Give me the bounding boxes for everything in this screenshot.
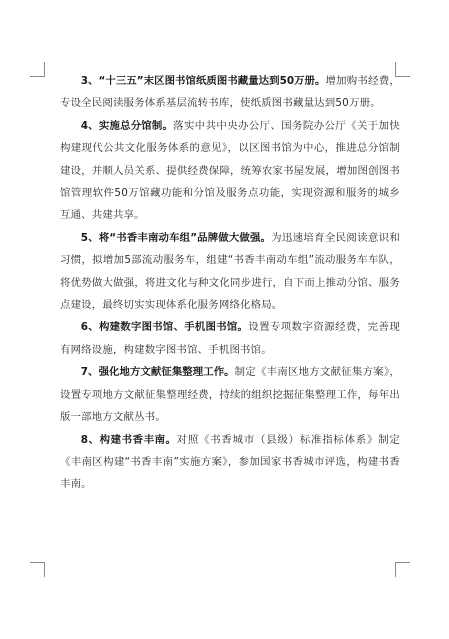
paragraph-4: [60, 115, 400, 227]
paragraph-heading: 6、构建数字图书馆、手机图书馆。: [80, 321, 249, 334]
page-corner-mark-bottom-right: [395, 562, 410, 577]
paragraph-heading: 8、构建书香丰南。: [80, 433, 177, 446]
paragraph-7: [60, 361, 400, 428]
paragraph-text: 对照《书香城市（县级）标准指标体系》制定《丰南区构建“书香丰南”实施方案》，参加国家书香城市评选，构建书香丰南。: [60, 433, 401, 491]
page-corner-mark-top-left: [30, 62, 45, 77]
paragraph-heading: 5、将“书香丰南动车组”品牌做大做强。: [80, 231, 272, 244]
page-corner-mark-bottom-left: [30, 562, 45, 577]
paragraph-heading: 7、强化地方文献征集整理工作。: [80, 366, 235, 379]
paragraph-heading: 3、“十三五”末区图书馆纸质图书藏量达到50万册。: [80, 75, 326, 87]
paragraph-text: 落实中共中央办公厅、国务院办公厅《关于加快构建现代公共文化服务体系的意见》，以区图书馆为中心，推进总分馆制建设，并顺人员关系、提供经费保障，统筹农家书屋发展，增加图创图书馆管理软件50万馆藏功能和分馆及服务点功能，实现资源和服务的城乡互通、共建共享。: [60, 119, 400, 222]
paragraph-text: 为迅速培育全民阅读意识和习惯，拟增加5部流动服务车，组建“书香丰南动车组”流动服务车车队，将优势做大做强，将进文化与种文化同步进行，自下而上推动分馆、服务点建设，最终切实实现体系化服务网络化格局。: [60, 231, 401, 312]
document-body: [60, 70, 400, 496]
paragraph-text: 增加购书经费，专设全民阅读服务体系基层流转书库，使纸质图书藏量达到50万册。: [60, 75, 400, 110]
paragraph-3: [60, 70, 400, 115]
paragraph-text: 制定《丰南区地方文献征集方案》，设置专项地方文献征集整理经费，持续的组织挖掘征集整理工作，每年出版一部地方文献丛书。: [60, 366, 400, 424]
paragraph-heading: 4、实施总分馆制。: [80, 119, 174, 132]
paragraph-8: [60, 429, 400, 496]
paragraph-6: [60, 316, 400, 361]
paragraph-5: [60, 227, 400, 317]
paragraph-text: 设置专项数字资源经费，完善现有网络设施，构建数字图书馆、手机图书馆。: [60, 321, 400, 356]
